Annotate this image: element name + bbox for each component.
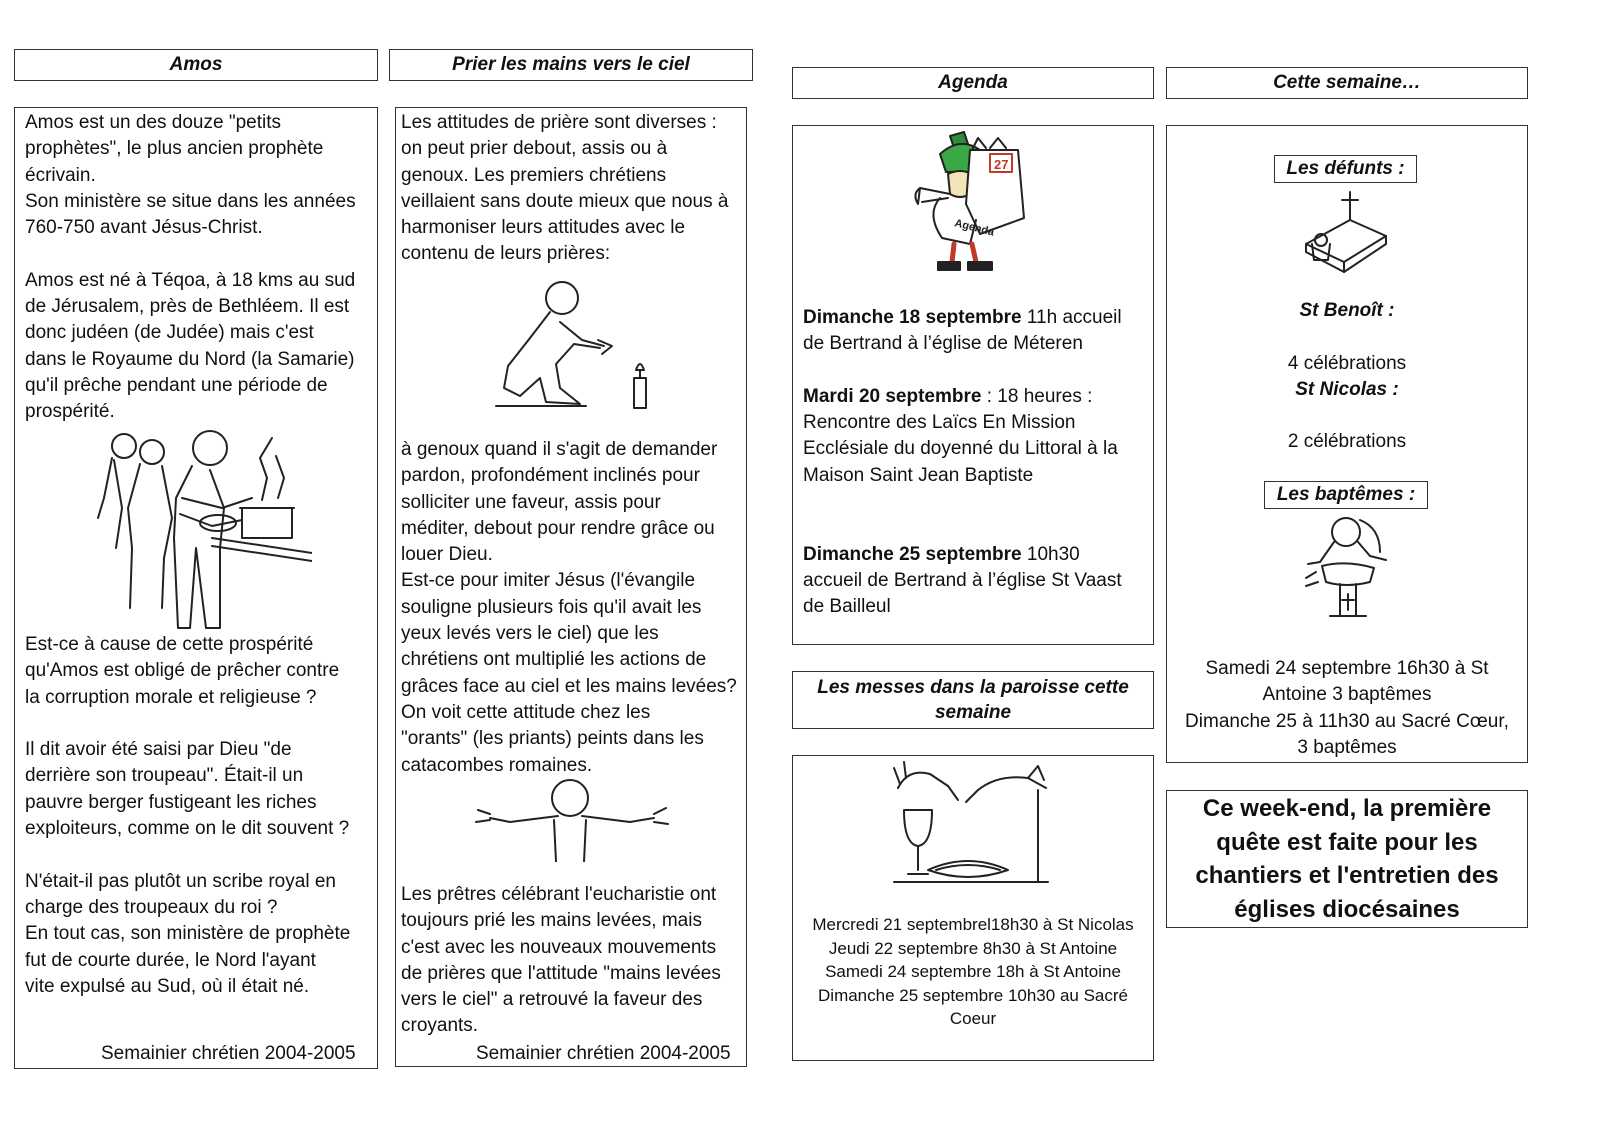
baptemes-label: Les baptêmes :: [1264, 481, 1428, 509]
defunts-label: Les défunts :: [1274, 155, 1417, 183]
prier-source: Semainier chrétien 2004-2005: [476, 1043, 731, 1064]
prier-title: Prier les mains vers le ciel: [389, 49, 753, 81]
orant-child-illustration: [470, 778, 670, 862]
amos-intro: Amos est un des douze "petits prophètes", le plus ancien prophète écrivain. Son ministère se situe dans les années 760-750 avant Jésus-Christ. Amos est né à Téqoa, à 18 kms au sud de Jérusalem, près de Bethléem. Il est donc judéen (de Judée) mais c'est dans le Royaume du Nord (la Samarie) qu'il prêche pendant une période de prospérité.: [25, 112, 356, 423]
baptemes-details: Samedi 24 septembre 16h30 à St Antoine 3 baptêmes Dimanche 25 à 11h30 au Sacré Cœur, 3 baptêmes: [1185, 658, 1509, 758]
calendar-word: Agenda: [953, 217, 996, 239]
amos-source: Semainier chrétien 2004-2005: [101, 1043, 356, 1064]
agenda-events: Dimanche 18 septembre 11h accueil de Bertrand à l’église de Méteren Mardi 20 septembre : 18 heures : Rencontre des Laïcs En Mission Ecclésiale du doyenné du Littoral à la Maison Saint Jean Baptiste Dimanche 25 septembre 10h30 accueil de Bertrand à l’église St Vaast de Bailleul: [803, 307, 1122, 618]
calendar-day-number: 27: [994, 157, 1009, 172]
amos-title: Amos: [14, 49, 378, 81]
agenda-mascot-illustration: [910, 128, 1036, 278]
prier-intro: Les attitudes de prière sont diverses : on peut prier debout, assis ou à genoux. Les premiers chrétiens veillaient sans doute mieux que nous à harmoniser leurs attitudes avec le contenu de leurs prières:: [401, 112, 729, 265]
baptism-illustration: [1300, 512, 1396, 624]
prier-body: à genoux quand il s'agit de demander pardon, profondément inclinés pour solliciter une faveur, assis pour méditer, debout pour rendre grâce ou louer Dieu. Est-ce pour imiter Jésus (l'évangile souligne plusieurs fois qu'il avait les yeux levés vers le ciel) que les chrétiens ont multiplié les actions de grâces face au ciel et les mains levées? On voit cette attitude chez les "orants" (les priants) peints dans les catacombes romaines.: [401, 439, 737, 776]
eucharist-illustration: [888, 760, 1058, 886]
grave-illustration: [1298, 186, 1392, 274]
prier-conclusion: Les prêtres célébrant l'eucharistie ont toujours prié les mains levées, mais c'est avec les nouveaux mouvements de prières que l'attitude "mains levées vers le ciel" a retrouvé la faveur des croyants.: [401, 884, 721, 1037]
quete-notice: Ce week-end, la première quête est faite pour les chantiers et l'entretien des églises diocésaines: [1195, 795, 1499, 923]
amos-body: Est-ce à cause de cette prospérité qu'Amos est obligé de prêcher contre la corruption morale et religieuse ? Il dit avoir été saisi par Dieu "de derrière son troupeau". Était-il un pauvre berger fustigeant les riches exploiteurs, comme on le dit souvent ? N'était-il pas plutôt un scribe royal en charge des troupeaux du roi ? En tout cas, son ministère de prophète fut de courte durée, le Nord l'ayant vite expulsé au Sud, où il était né.: [25, 634, 351, 997]
kneeling-prayer-illustration: [490, 278, 660, 418]
cooking-people-illustration: [92, 428, 312, 638]
messes-list: Mercredi 21 septembrel18h30 à St Nicolas Jeudi 22 septembre 8h30 à St Antoine Samedi 24 septembre 18h à St Antoine Dimanche 25 septembre 10h30 au Sacré Coeur: [812, 915, 1134, 1028]
messes-title: Les messes dans la paroisse cette semaine: [792, 671, 1154, 729]
semaine-title: Cette semaine…: [1166, 67, 1528, 99]
agenda-title: Agenda: [792, 67, 1154, 99]
semaine-counts: St Benoît : 4 célébrations St Nicolas : 2 célébrations: [1287, 300, 1407, 453]
